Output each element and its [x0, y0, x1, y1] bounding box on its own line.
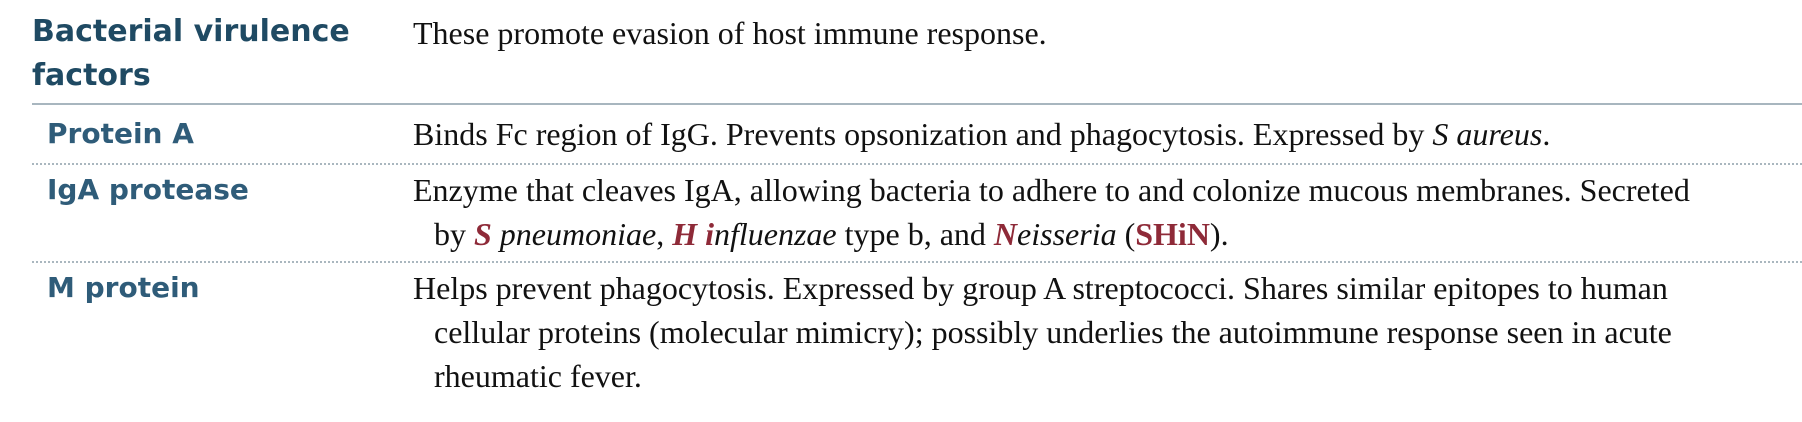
row-divider	[32, 261, 1802, 263]
term-protein-a: Protein A	[47, 117, 194, 150]
definition-line-2: cellular proteins (molecular mimicry); possibly underlies the autoimmune response seen in acute	[434, 314, 1672, 350]
mnemonic-shin: SHiN	[1135, 216, 1210, 252]
row-divider	[32, 163, 1802, 165]
section-title	[32, 10, 392, 98]
definition-line-2	[413, 212, 1793, 256]
definition-text: Binds Fc region of IgG. Prevents opsonization and phagocytosis. Expressed by	[413, 116, 1433, 152]
section-description: These promote evasion of host immune response.	[413, 15, 1047, 51]
section-divider	[32, 103, 1802, 105]
definition-line-1: Enzyme that cleaves IgA, allowing bacteria to adhere to and colonize mucous membranes. Secreted	[413, 172, 1690, 208]
definition-m-protein	[413, 266, 1793, 398]
definition-protein-a	[413, 112, 1793, 156]
definition-line-1: Helps prevent phagocytosis. Expressed by group A streptococci. Shares similar epitopes to human	[413, 270, 1668, 306]
organism-h-influenzae: nfluenzae	[713, 216, 837, 252]
term-iga-protease: IgA protease	[47, 173, 249, 206]
mnemonic-letter-n: N	[993, 216, 1018, 252]
paren-close: ).	[1209, 216, 1229, 252]
text-type-b: type b, and	[836, 216, 994, 252]
section-title-line-1: Bacterial virulence	[32, 14, 350, 49]
definition-line-3: rheumatic fever.	[434, 358, 642, 394]
mnemonic-letter-i: i	[705, 216, 714, 252]
organism-s-pneumoniae: pneumoniae	[491, 216, 657, 252]
definition-iga-protease	[413, 168, 1793, 256]
definition-end: .	[1542, 116, 1551, 152]
mnemonic-letter-s: S	[474, 216, 492, 252]
organism-name: S aureus	[1432, 116, 1543, 152]
section-title-line-2: factors	[32, 58, 151, 93]
separator	[697, 216, 705, 252]
separator: ,	[656, 216, 673, 252]
paren-open: (	[1116, 216, 1136, 252]
text-by: by	[434, 216, 474, 252]
definition-line	[413, 112, 1793, 156]
term-m-protein: M protein	[47, 271, 200, 304]
mnemonic-letter-h: H	[672, 216, 698, 252]
organism-neisseria: eisseria	[1017, 216, 1117, 252]
